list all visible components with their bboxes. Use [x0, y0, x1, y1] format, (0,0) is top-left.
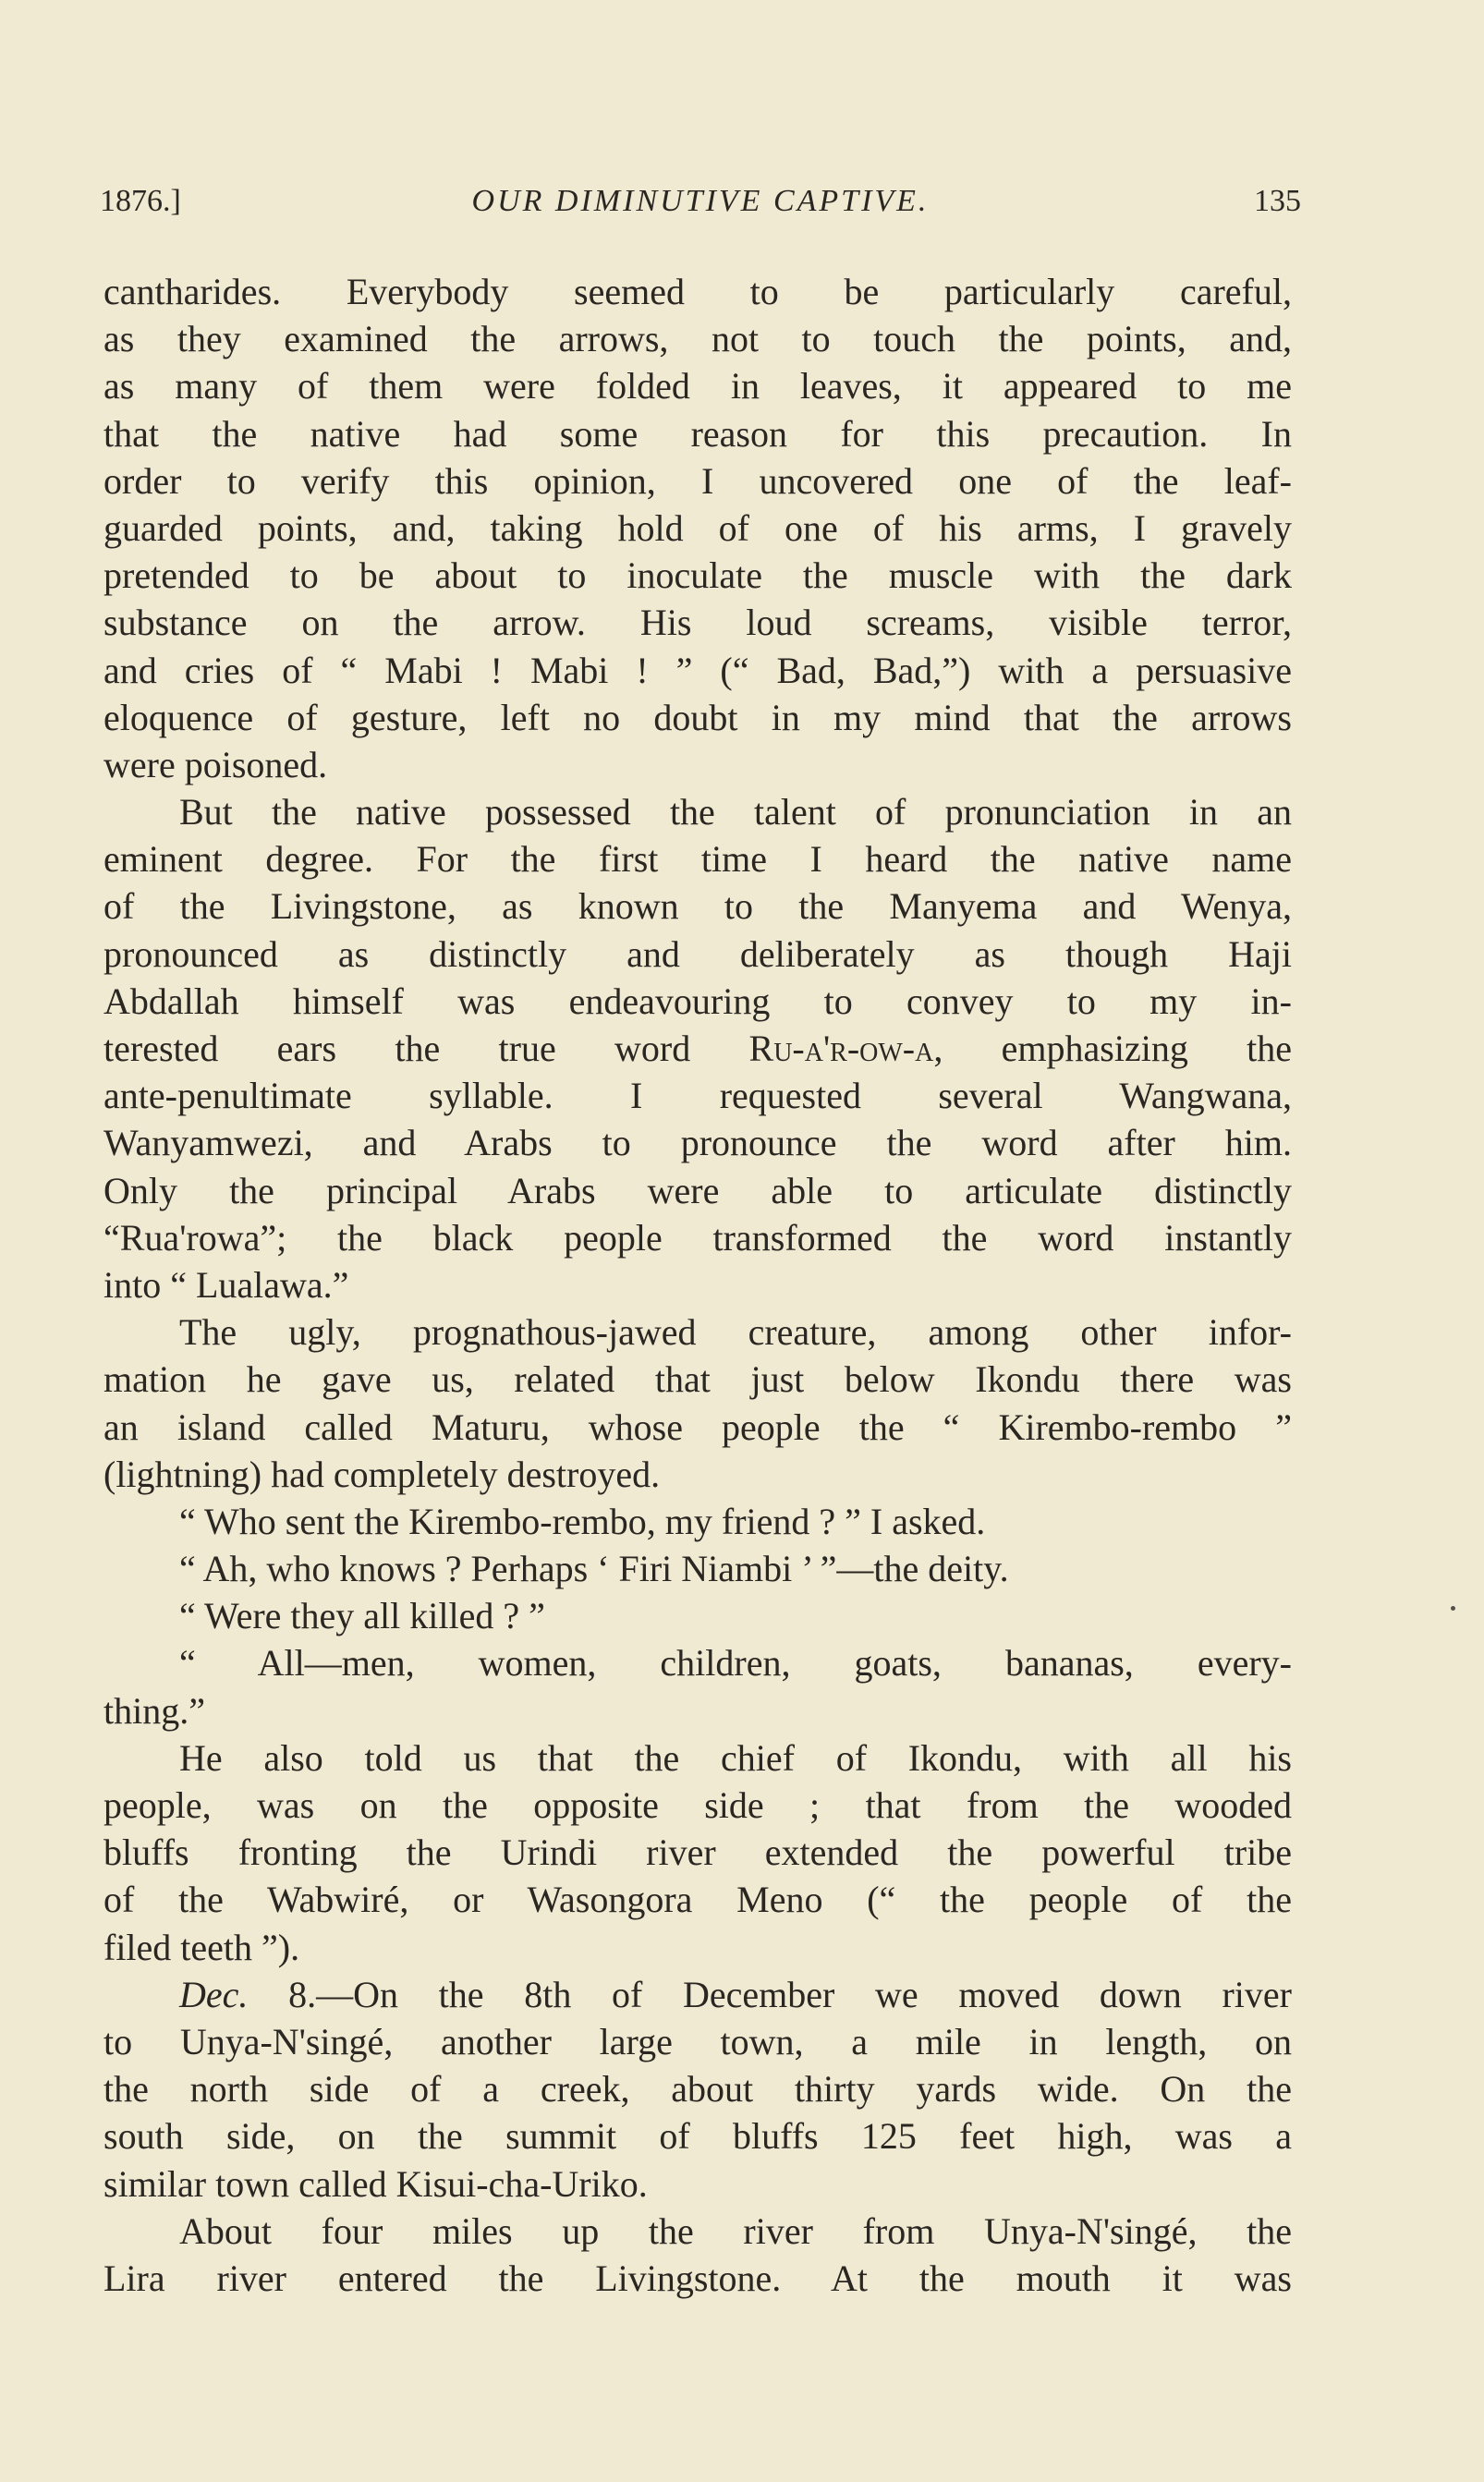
text-line: eminent degree. For the first time I heard the native name: [103, 838, 1292, 881]
text-line: an island called Maturu, whose people the “ Kirembo-rembo ”: [103, 1405, 1292, 1448]
text-line: of the Wabwiré, or Wasongora Meno (“ the people of the: [103, 1879, 1292, 1921]
text-line: people, was on the opposite side ; that from the wooded: [103, 1784, 1292, 1826]
text-line: The ugly, prognathous-jawed creature, among other infor-: [179, 1311, 1292, 1354]
text-line: pronounced as distinctly and deliberately as though Haji: [103, 932, 1292, 975]
text-segment: , emphasizing the: [933, 1028, 1292, 1069]
date-italic: Dec.: [179, 1973, 249, 2015]
text-line: order to verify this opinion, I uncovered one of the leaf-: [103, 459, 1292, 502]
text-line: “ Were they all killed ? ”: [179, 1595, 545, 1637]
text-line: the north side of a creek, about thirty yards wide. On the: [103, 2068, 1292, 2111]
text-line: thing.”: [103, 1689, 205, 1732]
page-number: 135: [1254, 184, 1301, 218]
text-line: But the native possessed the talent of pronunciation in an: [179, 791, 1292, 833]
text-line: as many of them were folded in leaves, it appeared to me: [103, 365, 1292, 408]
text-line: Lira river entered the Livingstone. At the mouth it was: [103, 2257, 1292, 2299]
text-line: and cries of “ Mabi ! Mabi ! ” (“ Bad, Bad,”) with a persuasive: [103, 649, 1292, 691]
text-segment: 8.—On the 8th of December we moved down river: [248, 1973, 1292, 2015]
text-line: (lightning) had completely destroyed.: [103, 1453, 661, 1495]
text-line: About four miles up the river from Unya-N'singé, the: [179, 2209, 1292, 2252]
running-head: [100, 181, 1301, 222]
text-line: Wanyamwezi, and Arabs to pronounce the word after him.: [103, 1122, 1292, 1164]
text-line: substance on the arrow. His loud screams, visible terror,: [103, 602, 1292, 644]
small-caps-word: Ru-a'r-ow-a: [748, 1028, 934, 1069]
text-line: similar town called Kisui-cha-Uriko.: [103, 2162, 648, 2205]
text-line: “ All—men, women, children, goats, bananas, every-: [179, 1642, 1292, 1685]
text-line: of the Livingstone, as known to the Manyema and Wenya,: [103, 885, 1292, 928]
text-line: “ Ah, who knows ? Perhaps ‘ Firi Niambi ’ ”—the deity.: [179, 1548, 1009, 1590]
text-line: into “ Lualawa.”: [103, 1263, 349, 1306]
text-line: south side, on the summit of bluffs 125 feet high, was a: [103, 2115, 1292, 2158]
text-line: guarded points, and, taking hold of one of his arms, I gravely: [103, 506, 1292, 549]
body-text: [103, 268, 1292, 2302]
text-line: pretended to be about to inoculate the muscle with the dark: [103, 554, 1292, 597]
text-line: cantharides. Everybody seemed to be particularly careful,: [103, 271, 1292, 312]
text-line: He also told us that the chief of Ikondu, with all his: [179, 1736, 1292, 1779]
text-segment: terested ears the true word: [103, 1028, 749, 1069]
text-line: eloquence of gesture, left no doubt in my mind that the arrows: [103, 696, 1292, 738]
text-line: that the native had some reason for this precaution. In: [103, 412, 1292, 455]
text-line: “Rua'rowa”; the black people transformed the word instantly: [103, 1216, 1292, 1259]
text-line: “ Who sent the Kirembo-rembo, my friend ? ” I asked.: [179, 1500, 986, 1542]
text-line: as they examined the arrows, not to touch the points, and,: [103, 318, 1292, 360]
ink-speck: [1451, 1606, 1455, 1611]
text-line: mation he gave us, related that just below Ikondu there was: [103, 1358, 1292, 1401]
text-line: [103, 1971, 1292, 2018]
text-line: filed teeth ”).: [103, 1926, 300, 1968]
text-line: Abdallah himself was endeavouring to convey to my in-: [103, 979, 1292, 1022]
running-head-year: 1876.]: [100, 184, 181, 218]
text-line: bluffs fronting the Urindi river extended the powerful tribe: [103, 1831, 1292, 1874]
text-line: were poisoned.: [103, 743, 328, 785]
text-line: Only the principal Arabs were able to articulate distinctly: [103, 1169, 1292, 1211]
text-line: ante-penultimate syllable. I requested several Wangwana,: [103, 1075, 1292, 1117]
text-line: to Unya-N'singé, another large town, a mile in length, on: [103, 2020, 1292, 2062]
running-head-title: OUR DIMINUTIVE CAPTIVE.: [471, 184, 930, 218]
text-line: [103, 1025, 1292, 1072]
